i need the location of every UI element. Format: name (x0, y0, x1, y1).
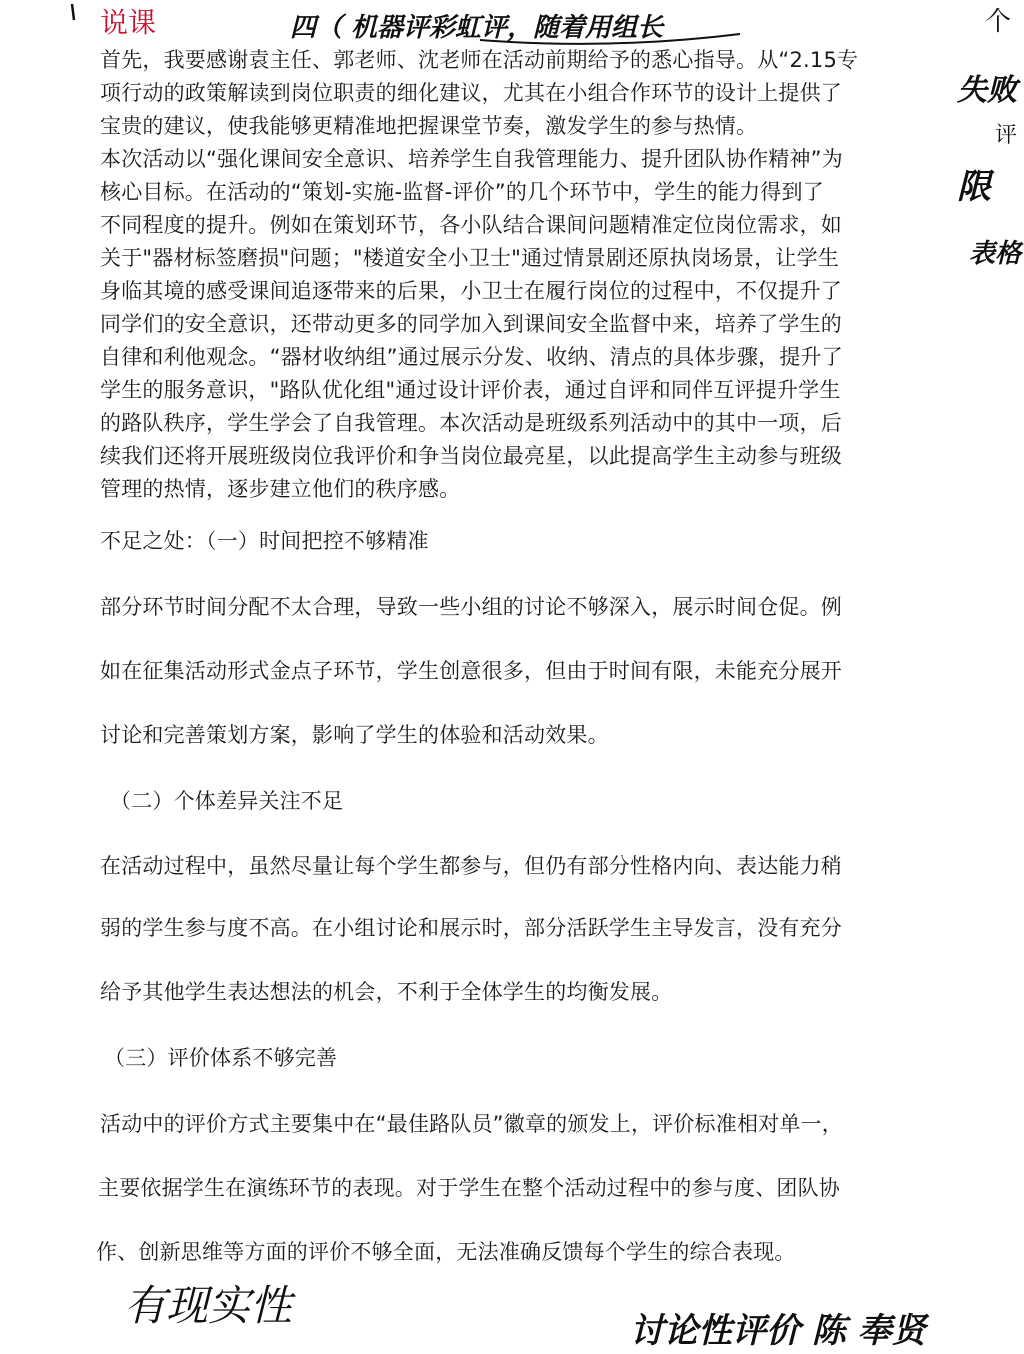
para5-line-3: 作、创新思维等方面的评价不够全面，无法准确反馈每个学生的综合表现。 (96, 1240, 796, 1264)
heading-shortcomings-time: 不足之处：（一）时间把控不够精准 (100, 529, 429, 553)
handwriting-annotation-right-margin (955, 0, 1024, 290)
para3-line-3: 讨论和完善策划方案，影响了学生的体验和活动效果。 (100, 723, 609, 747)
para2-line-7: 自律和利他观念。“器材收纳组”通过展示分发、收纳、清点的具体步骤，提升了 (100, 345, 843, 369)
para4-line-3: 给予其他学生表达想法的机会，不利于全体学生的均衡发展。 (100, 980, 673, 1004)
handwriting-annotation-bottom-right (620, 1290, 1020, 1354)
para1-line-1: 首先，我要感谢袁主任、郭老师、沈老师在活动前期给予的悉心指导。从“2.15专 (100, 48, 859, 72)
handwriting-right-4: 限 (957, 167, 991, 207)
para1-line-3: 宝贵的建议，使我能够更精准地把握课堂节奏，激发学生的参与热情。 (100, 114, 758, 138)
handwriting-top-middle-text: 四（ 机器评彩虹评，随着用组长 (290, 13, 664, 43)
handwriting-bottom-right-text: 讨论性评价 陈 奉贤 (630, 1311, 926, 1351)
para2-line-10: 续我们还将开展班级岗位我评价和争当岗位最亮星，以此提高学生主动参与班级 (100, 444, 842, 468)
para2-line-3: 不同程度的提升。例如在策划环节，各小队结合课间问题精准定位岗位需求，如 (100, 213, 842, 237)
para2-line-6: 同学们的安全意识，还带动更多的同学加入到课间安全监督中来，培养了学生的 (100, 312, 842, 336)
para2-line-9: 的路队秩序，学生学会了自我管理。本次活动是班级系列活动中的其中一项，后 (100, 411, 842, 435)
handwriting-right-3: 评 (995, 123, 1018, 148)
para3-line-2: 如在征集活动形式金点子环节，学生创意很多，但由于时间有限，未能充分展开 (100, 659, 842, 683)
para4-line-1: 在活动过程中，虽然尽量让每个学生都参与，但仍有部分性格内向、表达能力稍 (100, 854, 842, 878)
handwriting-annotation-bottom-left (120, 1262, 340, 1342)
para5-line-2: 主要依据学生在演练环节的表现。对于学生在整个活动过程中的参与度、团队协 (98, 1176, 840, 1200)
handwriting-right-2: 失败 (957, 73, 1017, 108)
para2-line-8: 学生的服务意识，"路队优化组"通过设计评价表，通过自评和同伴互评提升学生 (100, 378, 841, 402)
para2-line-11: 管理的热情，逐步建立他们的秩序感。 (100, 477, 461, 501)
handwriting-right-1: 个 (985, 7, 1012, 37)
handwriting-right-5: 表格 (969, 239, 1022, 269)
para4-line-2: 弱的学生参与度不高。在小组讨论和展示时，部分活跃学生主导发言，没有充分 (100, 916, 842, 940)
para3-line-1: 部分环节时间分配不太合理，导致一些小组的讨论不够深入，展示时间仓促。例 (100, 595, 842, 619)
handwriting-top-left-text: 说课 (100, 6, 157, 39)
para2-line-5: 身临其境的感受课间追逐带来的后果，小卫士在履行岗位的过程中，不仅提升了 (100, 279, 842, 303)
para1-line-2: 项行动的政策解读到岗位职责的细化建议，尤其在小组合作环节的设计上提供了 (100, 81, 842, 105)
para2-line-4: 关于"器材标签磨损"问题；"楼道安全小卫士"通过情景剧还原执岗场景，让学生 (100, 246, 840, 270)
para5-line-1: 活动中的评价方式主要集中在“最佳路队员”徽章的颁发上，评价标准相对单一， (100, 1112, 843, 1136)
handwriting-annotation-top-left (60, 0, 200, 46)
para2-line-2: 核心目标。在活动的“策划-实施-监督-评价”的几个环节中，学生的能力得到了 (100, 180, 824, 204)
para2-line-1: 本次活动以“强化课间安全意识、培养学生自我管理能力、提升团队协作精神”为 (100, 147, 843, 171)
handwriting-bottom-left-text: 有现实性 (124, 1281, 293, 1330)
heading-evaluation-system: （三）评价体系不够完善 (104, 1046, 338, 1070)
heading-individual-differences: （二）个体差异关注不足 (110, 789, 344, 813)
